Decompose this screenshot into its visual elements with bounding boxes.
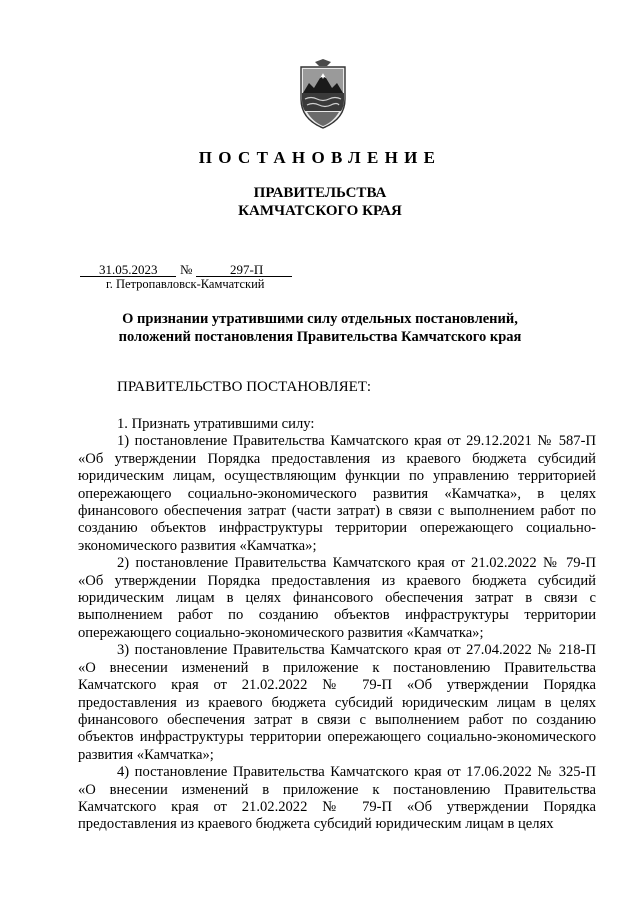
issuing-city: г. Петропавловск-Камчатский [106, 277, 265, 291]
number-sign: № [180, 262, 193, 277]
authority-line: КАМЧАТСКОГО КРАЯ [238, 203, 402, 219]
subject-line: О признании утратившими силу отдельных постановлений, [122, 311, 518, 327]
decree-formula: ПРАВИТЕЛЬСТВО ПОСТАНОВЛЯЕТ: [117, 379, 372, 395]
issuing-authority [0, 184, 640, 220]
body-paragraph-intro: 1. Признать утратившими силу: [117, 416, 315, 432]
document-body [78, 416, 596, 834]
document-subject [90, 310, 550, 346]
body-paragraph-item: 4) постановление Правительства Камчатского края от 17.06.2022 № 325-П «О внесении изменений в приложение к постановлению Правительства Камчатского края от 21.02.2022 № 79-П «Об утверждении Порядка предоставления из краевого бюджета субсидий юридическим лицам в целях [78, 764, 596, 833]
body-paragraph-item: 3) постановление Правительства Камчатского края от 27.04.2022 № 218-П «О внесении изменений в приложение к постановлению Правительства Камчатского края от 21.02.2022 № 79-П «Об утверждении Порядка предоставления из краевого бюджета субсидий юридическим лицам в целях финансового обеспечения затрат в связи с выполнением работ по созданию объектов инфраструктуры территории опережающего социально-экономического развития «Камчатка»; [78, 642, 596, 763]
document-type-heading: ПОСТАНОВЛЕНИЕ [198, 148, 442, 167]
authority-line: ПРАВИТЕЛЬСТВА [253, 185, 387, 201]
body-paragraph-item: 1) постановление Правительства Камчатского края от 29.12.2021 № 587-П «Об утверждении Порядка предоставления из краевого бюджета субсидий юридическим лицам, осуществляющим функции по управлению территорией опережающего социально-экономического развития «Камчатка», в целях финансового обеспечения затрат (части затрат) в связи с выполнением работ по созданию объектов инфраструктуры территории опережающего социально-экономического развития «Камчатка»; [78, 433, 596, 554]
document-date: 31.05.2023 [99, 262, 158, 277]
body-paragraph-item: 2) постановление Правительства Камчатского края от 21.02.2022 № 79-П «Об утверждении Порядка предоставления из краевого бюджета субсидий юридическим лицам в целях финансового обеспечения затрат в связи с выполнением работ по созданию объектов инфраструктуры территории опережающего социально-экономического развития «Камчатка»; [78, 555, 596, 641]
document-number: 297-П [230, 262, 264, 277]
subject-line: положений постановления Правительства Камчатского края [118, 329, 522, 345]
kamchatka-coat-of-arms-icon [299, 59, 347, 129]
